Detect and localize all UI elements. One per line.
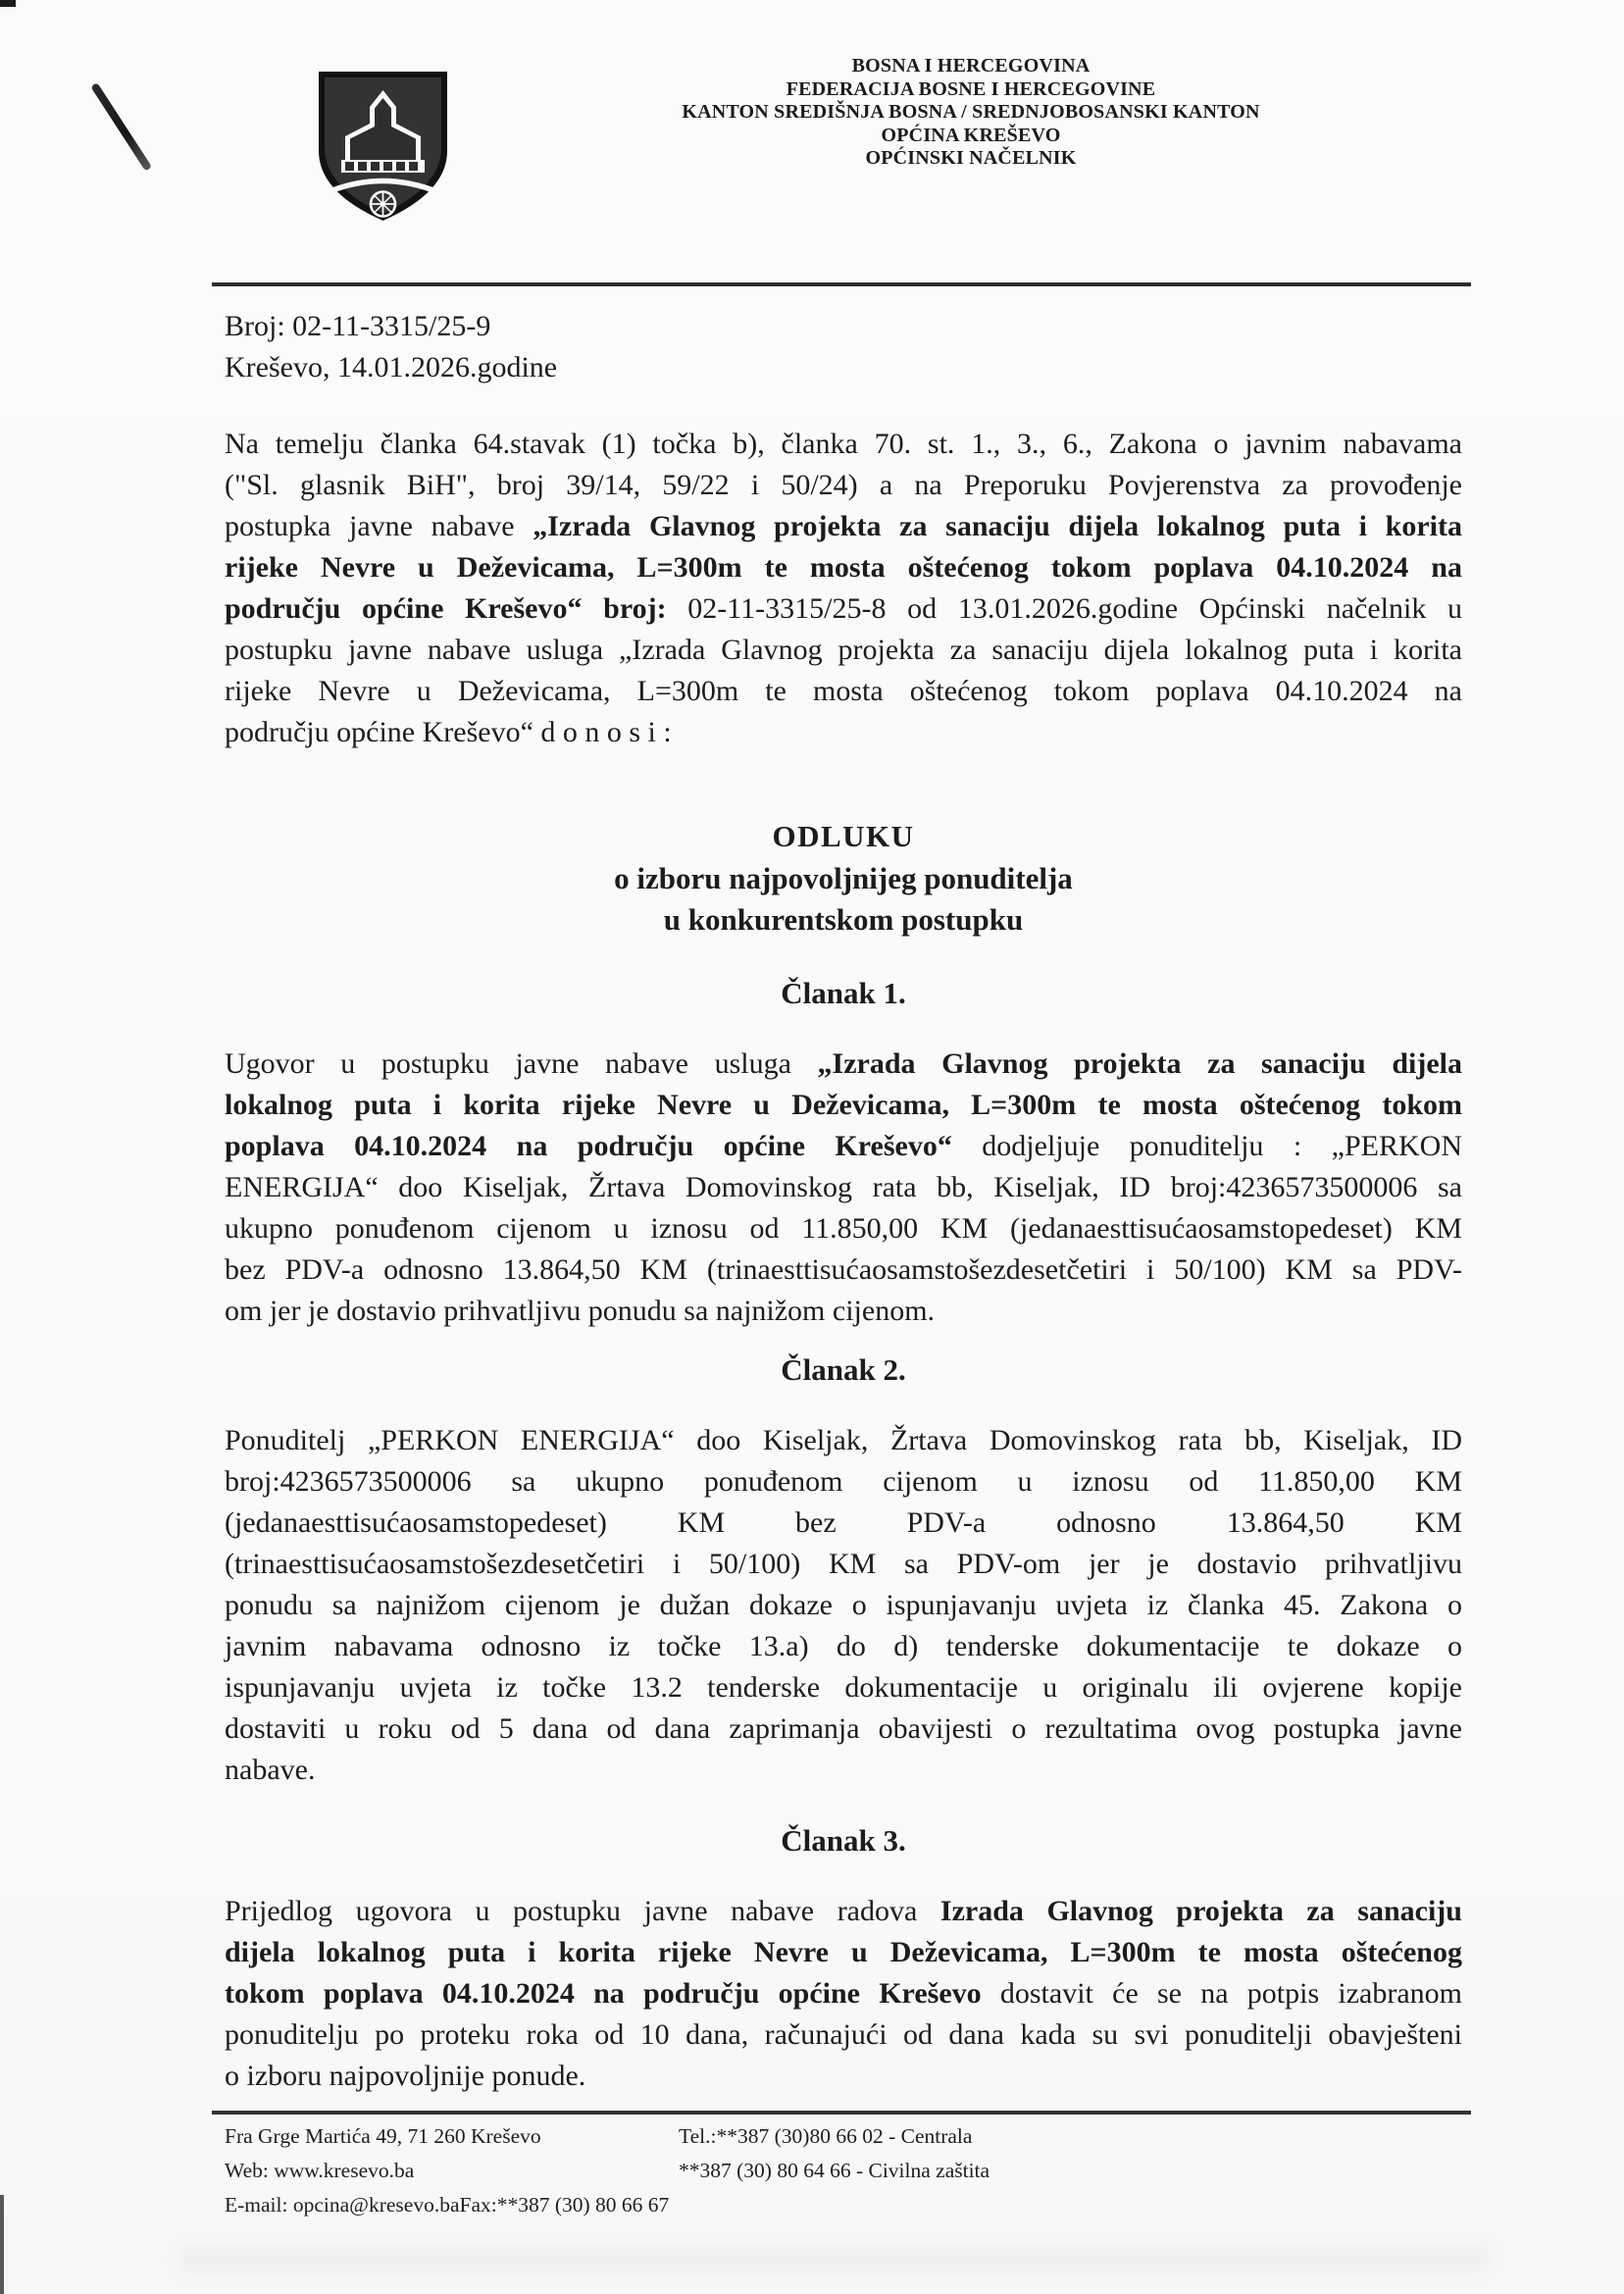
text-line: tokom poplava 04.10.2024 na području općine Kreševo dostavit će se na potpis izabranom	[225, 1977, 1462, 2010]
text-line: o izboru najpovoljnije ponude.	[225, 2060, 586, 2092]
text-line: poplava 04.10.2024 na području općine Kreševo“ dodjeljuje ponuditelju : „PERKON	[225, 1130, 1463, 1162]
article-1-heading: Članak 1.	[781, 976, 906, 1010]
text-line: ("Sl. glasnik BiH", broj 39/14, 59/22 i 50/24) a na Preporuku Povjerenstva za provođenje	[225, 469, 1462, 501]
text-line: području općine Kreševo“ d o n o s i :	[225, 716, 672, 748]
pen-stroke-mark	[90, 82, 152, 172]
header-divider	[212, 282, 1471, 286]
decision-title-sub1: o izboru najpovoljnijeg ponuditelja	[614, 860, 1073, 895]
org-line-mayor: OPĆINSKI NAČELNIK	[865, 147, 1077, 170]
text-line: ispunjavanju uvjeta iz točke 13.2 tenderske dokumentacije u originalu ili ovjerene kopije	[225, 1671, 1462, 1704]
footer-email-fax: E-mail: opcina@kresevo.baFax:**387 (30) 80 66 67	[225, 2193, 670, 2217]
decision-title-sub2: u konkurentskom postupku	[663, 902, 1024, 937]
text-line: dijela lokalnog puta i korita rijeke Nevre u Deževicama, L=300m te mosta oštećenog	[225, 1936, 1462, 1968]
scan-corner-artifact	[0, 0, 16, 7]
text-line: Prijedlog ugovora u postupku javne nabave radova Izrada Glavnog projekta za sanaciju	[225, 1895, 1462, 1927]
text-line: (jedanaesttisućaosamstopedeset) KM bez PDV-a odnosno 13.864,50 KM	[225, 1506, 1462, 1539]
org-line-canton: KANTON SREDIŠNJA BOSNA / SREDNJOBOSANSKI KANTON	[682, 101, 1260, 124]
text-line: ukupno ponuđenom cijenom u iznosu od 11.850,00 KM (jedanaesttisućaosamstopedeset) KM	[225, 1212, 1462, 1245]
article-2-paragraph	[225, 1420, 1462, 1791]
footer-phone-civilna: **387 (30) 80 64 66 - Civilna zaštita	[679, 2159, 990, 2182]
text-line: om jer je dostavio prihvatljivu ponudu sa najnižom cijenom.	[225, 1295, 936, 1327]
footer-phone-centrala: Tel.:**387 (30)80 66 02 - Centrala	[679, 2124, 973, 2148]
text-line: bez PDV-a odnosno 13.864,50 KM (trinaesttisućaosamstošezdesetčetiri i 50/100) KM sa PDV-	[225, 1253, 1462, 1286]
text-line: Ugovor u postupku javne nabave usluga „Izrada Glavnog projekta za sanaciju dijela	[225, 1047, 1462, 1080]
text-line: (trinaesttisućaosamstošezdesetčetiri i 50/100) KM sa PDV-om jer je dostavio prihvatljivu	[225, 1548, 1462, 1580]
footer-row	[225, 2154, 1462, 2188]
footer-row	[225, 2188, 1462, 2222]
text-line: broj:4236573500006 sa ukupno ponuđenom cijenom u iznosu od 11.850,00 KM	[225, 1465, 1462, 1498]
reference-number: Broj: 02-11-3315/25-9	[225, 310, 491, 342]
reference-place-date: Kreševo, 14.01.2026.godine	[225, 351, 558, 383]
text-line: rijeke Nevre u Deževicama, L=300m te mosta oštećenog tokom poplava 04.10.2024 na	[225, 551, 1462, 584]
institution-header	[628, 55, 1314, 171]
org-line-federation: FEDERACIJA BOSNE I HERCEGOVINE	[786, 77, 1156, 100]
text-line: ENERGIJA“ doo Kiseljak, Žrtava Domovinskog rata bb, Kiseljak, ID broj:4236573500006 sa	[225, 1171, 1462, 1203]
footer-contact-block	[225, 2119, 1462, 2222]
text-line: postupka javne nabave „Izrada Glavnog projekta za sanaciju dijela lokalnog puta i korita	[225, 510, 1462, 542]
decision-title-main: ODLUKU	[772, 819, 915, 853]
text-line: postupku javne nabave usluga „Izrada Glavnog projekta za sanaciju dijela lokalnog puta i korita	[225, 634, 1462, 666]
text-line: dostaviti u roku od 5 dana od dana zaprimanja obavijesti o rezultatima ovog postupka javne	[225, 1712, 1462, 1745]
text-line: ponudu sa najnižom cijenom je dužan dokaze o ispunjavanju uvjeta iz članka 45. Zakona o	[225, 1589, 1462, 1621]
footer-row	[225, 2119, 1462, 2154]
text-line: Ponuditelj „PERKON ENERGIJA“ doo Kiseljak, Žrtava Domovinskog rata bb, Kiseljak, ID	[225, 1424, 1462, 1456]
kresevo-coat-of-arms-icon	[314, 70, 452, 224]
org-line-municipality: OPĆINA KREŠEVO	[881, 124, 1061, 146]
article-3-heading: Članak 3.	[781, 1823, 906, 1858]
text-line: ponuditelju po proteku roka od 10 dana, računajući od dana kada su svi ponuditelji obavješteni	[225, 2018, 1462, 2051]
scan-smudge	[177, 2244, 1491, 2273]
footer-address: Fra Grge Martića 49, 71 260 Kreševo	[225, 2124, 541, 2148]
text-line: nabave.	[225, 1754, 316, 1786]
preamble-paragraph	[225, 424, 1462, 753]
org-line-country: BOSNA I HERCEGOVINA	[851, 55, 1091, 76]
decision-title	[225, 816, 1462, 942]
text-line: javnim nabavama odnosno iz točke 13.a) do d) tenderske dokumentacije te dokaze o	[225, 1630, 1462, 1662]
article-3-paragraph	[225, 1891, 1462, 2097]
scan-edge-artifact	[0, 2195, 4, 2294]
article-2-heading: Članak 2.	[781, 1352, 906, 1387]
text-line: području općine Kreševo“ broj: 02-11-3315/25-8 od 13.01.2026.godine Općinski načelnik u	[225, 592, 1462, 625]
footer-website: Web: www.kresevo.ba	[225, 2159, 415, 2182]
text-line: Na temelju članka 64.stavak (1) točka b), članka 70. st. 1., 3., 6., Zakona o javnim nabavama	[225, 428, 1462, 460]
text-line: lokalnog puta i korita rijeke Nevre u Deževicama, L=300m te mosta oštećenog tokom	[225, 1089, 1462, 1121]
text-line: rijeke Nevre u Deževicama, L=300m te mosta oštećenog tokom poplava 04.10.2024 na	[225, 675, 1462, 707]
footer-divider	[212, 2111, 1471, 2115]
reference-block	[225, 306, 557, 388]
article-1-paragraph	[225, 1044, 1462, 1332]
